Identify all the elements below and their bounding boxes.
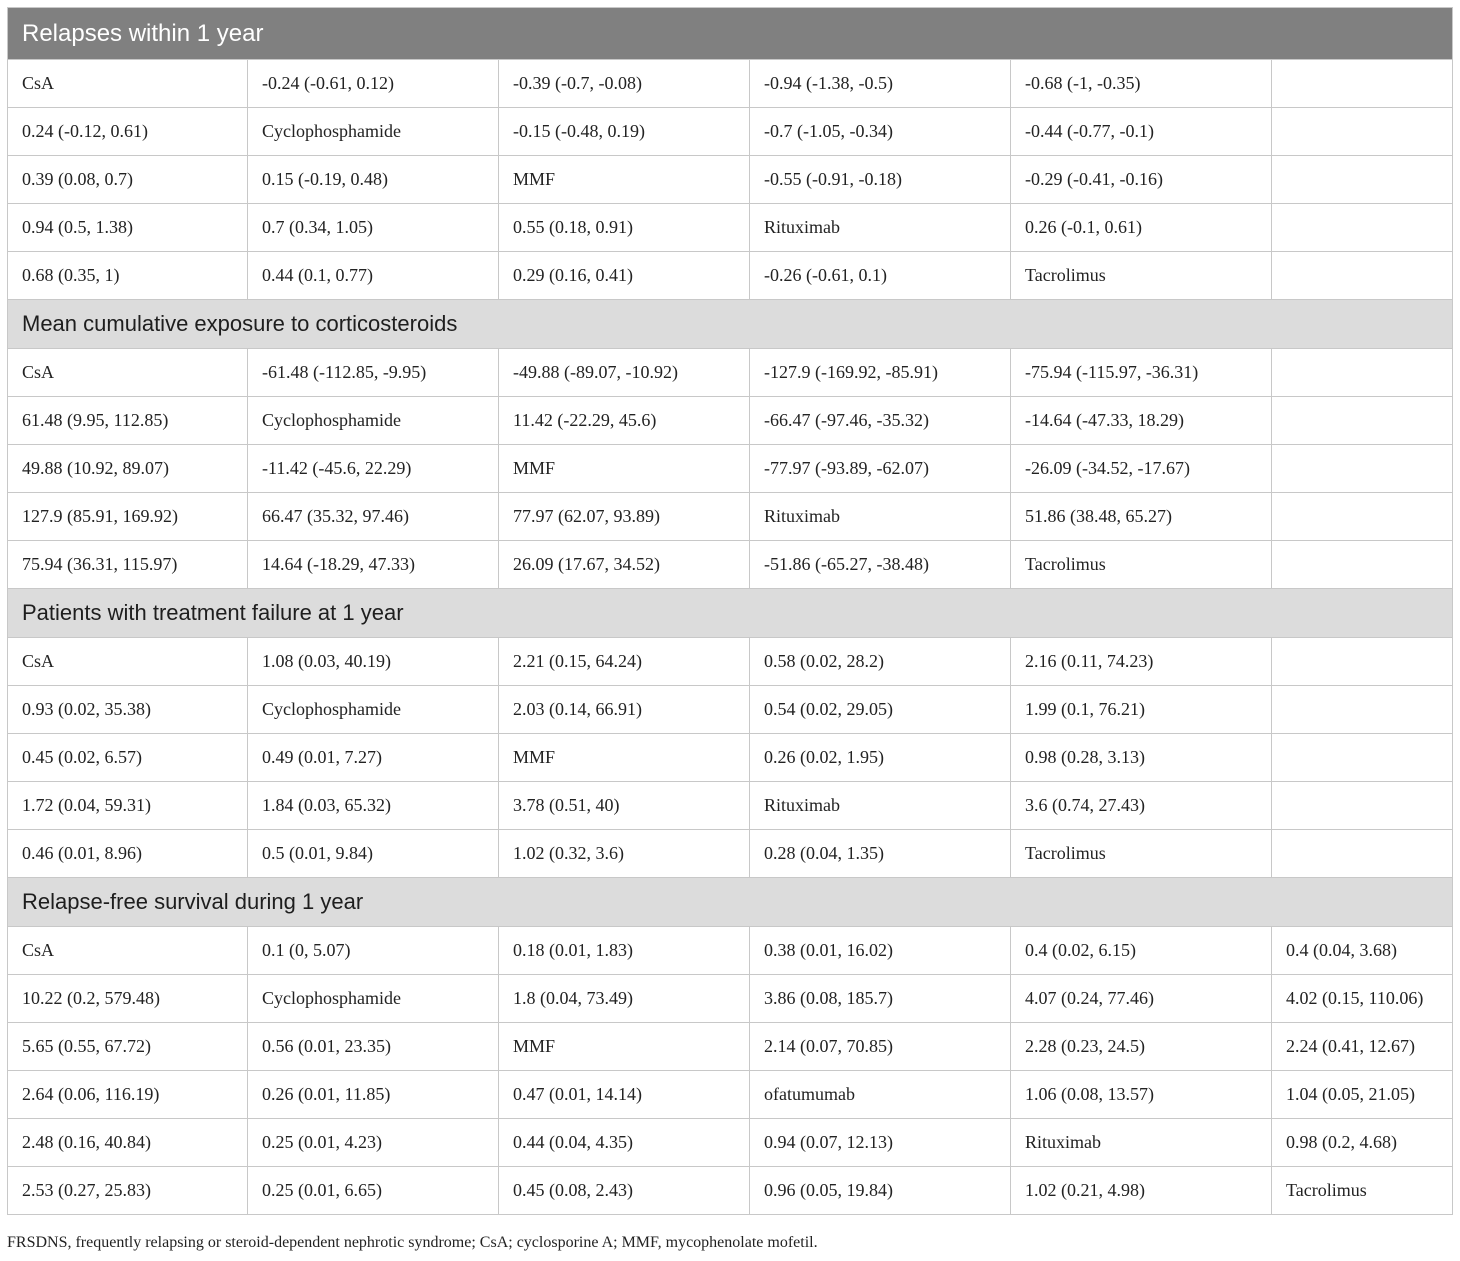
- table-cell: 2.16 (0.11, 74.23): [1011, 638, 1272, 686]
- table-cell: Tacrolimus: [1011, 252, 1272, 300]
- table-cell: 0.15 (-0.19, 0.48): [248, 156, 499, 204]
- table-cell: 127.9 (85.91, 169.92): [8, 493, 248, 541]
- table-cell: -0.68 (-1, -0.35): [1011, 60, 1272, 108]
- table-cell: 0.1 (0, 5.07): [248, 927, 499, 975]
- table-cell: MMF: [499, 734, 750, 782]
- table-cell: 61.48 (9.95, 112.85): [8, 397, 248, 445]
- table-cell: [1272, 734, 1453, 782]
- table-row: [8, 445, 1453, 493]
- table-cell: 0.26 (0.01, 11.85): [248, 1071, 499, 1119]
- table-row: [8, 686, 1453, 734]
- table-cell: -66.47 (-97.46, -35.32): [750, 397, 1011, 445]
- table-cell: 0.25 (0.01, 6.65): [248, 1167, 499, 1215]
- table-cell: Tacrolimus: [1011, 541, 1272, 589]
- table-cell: 10.22 (0.2, 579.48): [8, 975, 248, 1023]
- table-cell: [1272, 397, 1453, 445]
- table-cell: 0.44 (0.04, 4.35): [499, 1119, 750, 1167]
- section-header-row: [8, 589, 1453, 638]
- table-cell: MMF: [499, 445, 750, 493]
- table-cell: 0.26 (0.02, 1.95): [750, 734, 1011, 782]
- table-cell: -0.39 (-0.7, -0.08): [499, 60, 750, 108]
- table-cell: 0.45 (0.02, 6.57): [8, 734, 248, 782]
- table-cell: -127.9 (-169.92, -85.91): [750, 349, 1011, 397]
- table-cell: Rituximab: [750, 782, 1011, 830]
- table-cell: 1.8 (0.04, 73.49): [499, 975, 750, 1023]
- table-cell: ofatumumab: [750, 1071, 1011, 1119]
- table-cell: 0.94 (0.5, 1.38): [8, 204, 248, 252]
- table-row: [8, 60, 1453, 108]
- table-cell: Rituximab: [750, 204, 1011, 252]
- table-cell: 4.07 (0.24, 77.46): [1011, 975, 1272, 1023]
- table-cell: -26.09 (-34.52, -17.67): [1011, 445, 1272, 493]
- table-cell: 0.93 (0.02, 35.38): [8, 686, 248, 734]
- table-cell: Cyclophosphamide: [248, 108, 499, 156]
- table-cell: -61.48 (-112.85, -9.95): [248, 349, 499, 397]
- table-cell: 0.58 (0.02, 28.2): [750, 638, 1011, 686]
- table-cell: [1272, 541, 1453, 589]
- table-row: [8, 782, 1453, 830]
- section-header-row: [8, 300, 1453, 349]
- table-row: [8, 541, 1453, 589]
- table-cell: 0.98 (0.2, 4.68): [1272, 1119, 1453, 1167]
- table-cell: 11.42 (-22.29, 45.6): [499, 397, 750, 445]
- table-cell: 4.02 (0.15, 110.06): [1272, 975, 1453, 1023]
- table-cell: 75.94 (36.31, 115.97): [8, 541, 248, 589]
- table-cell: -0.7 (-1.05, -0.34): [750, 108, 1011, 156]
- table-cell: [1272, 830, 1453, 878]
- table-cell: -77.97 (-93.89, -62.07): [750, 445, 1011, 493]
- table-cell: 2.64 (0.06, 116.19): [8, 1071, 248, 1119]
- table-cell: 0.7 (0.34, 1.05): [248, 204, 499, 252]
- table-cell: 0.25 (0.01, 4.23): [248, 1119, 499, 1167]
- table-cell: 49.88 (10.92, 89.07): [8, 445, 248, 493]
- table-row: [8, 1167, 1453, 1215]
- table-cell: 2.03 (0.14, 66.91): [499, 686, 750, 734]
- table-cell: [1272, 204, 1453, 252]
- table-row: [8, 108, 1453, 156]
- table-cell: MMF: [499, 1023, 750, 1071]
- table-cell: Cyclophosphamide: [248, 397, 499, 445]
- table-cell: [1272, 445, 1453, 493]
- table-cell: 0.24 (-0.12, 0.61): [8, 108, 248, 156]
- table-cell: Cyclophosphamide: [248, 975, 499, 1023]
- section-title: Relapses within 1 year: [8, 8, 1453, 60]
- table-cell: 0.46 (0.01, 8.96): [8, 830, 248, 878]
- table-cell: [1272, 493, 1453, 541]
- table-cell: [1272, 349, 1453, 397]
- table-cell: -0.24 (-0.61, 0.12): [248, 60, 499, 108]
- table-cell: [1272, 686, 1453, 734]
- table-cell: 1.99 (0.1, 76.21): [1011, 686, 1272, 734]
- table-row: [8, 734, 1453, 782]
- table-cell: 0.26 (-0.1, 0.61): [1011, 204, 1272, 252]
- table-row: [8, 1119, 1453, 1167]
- table-row: [8, 397, 1453, 445]
- table-row: [8, 204, 1453, 252]
- table-cell: 0.49 (0.01, 7.27): [248, 734, 499, 782]
- table-cell: 5.65 (0.55, 67.72): [8, 1023, 248, 1071]
- table-cell: -0.44 (-0.77, -0.1): [1011, 108, 1272, 156]
- table-cell: [1272, 638, 1453, 686]
- table-row: [8, 975, 1453, 1023]
- table-cell: Tacrolimus: [1272, 1167, 1453, 1215]
- table-cell: 0.29 (0.16, 0.41): [499, 252, 750, 300]
- table-cell: -0.29 (-0.41, -0.16): [1011, 156, 1272, 204]
- table-cell: 0.54 (0.02, 29.05): [750, 686, 1011, 734]
- table-row: [8, 927, 1453, 975]
- table-cell: 1.02 (0.32, 3.6): [499, 830, 750, 878]
- table-cell: [1272, 252, 1453, 300]
- table-cell: -0.26 (-0.61, 0.1): [750, 252, 1011, 300]
- table-cell: 2.21 (0.15, 64.24): [499, 638, 750, 686]
- league-table: [7, 7, 1453, 1215]
- section-title: Mean cumulative exposure to corticosteroids: [8, 300, 1453, 349]
- table-cell: [1272, 782, 1453, 830]
- table-cell: 0.38 (0.01, 16.02): [750, 927, 1011, 975]
- table-cell: 1.04 (0.05, 21.05): [1272, 1071, 1453, 1119]
- table-row: [8, 156, 1453, 204]
- table-cell: Cyclophosphamide: [248, 686, 499, 734]
- section-header-row: [8, 878, 1453, 927]
- table-cell: -0.94 (-1.38, -0.5): [750, 60, 1011, 108]
- table-row: [8, 349, 1453, 397]
- table-cell: [1272, 156, 1453, 204]
- table-cell: 0.4 (0.04, 3.68): [1272, 927, 1453, 975]
- table-cell: CsA: [8, 60, 248, 108]
- section-header-row: [8, 8, 1453, 60]
- table-cell: 77.97 (62.07, 93.89): [499, 493, 750, 541]
- table-cell: [1272, 60, 1453, 108]
- table-cell: 0.28 (0.04, 1.35): [750, 830, 1011, 878]
- table-cell: 26.09 (17.67, 34.52): [499, 541, 750, 589]
- table-row: [8, 252, 1453, 300]
- table-cell: 0.47 (0.01, 14.14): [499, 1071, 750, 1119]
- table-cell: 2.53 (0.27, 25.83): [8, 1167, 248, 1215]
- table-cell: 2.28 (0.23, 24.5): [1011, 1023, 1272, 1071]
- table-row: [8, 493, 1453, 541]
- table-cell: Rituximab: [1011, 1119, 1272, 1167]
- table-cell: 51.86 (38.48, 65.27): [1011, 493, 1272, 541]
- table-cell: CsA: [8, 927, 248, 975]
- table-cell: CsA: [8, 349, 248, 397]
- table-cell: 0.39 (0.08, 0.7): [8, 156, 248, 204]
- table-cell: -14.64 (-47.33, 18.29): [1011, 397, 1272, 445]
- results-table-container: [7, 7, 1452, 1215]
- table-cell: -11.42 (-45.6, 22.29): [248, 445, 499, 493]
- table-cell: 1.72 (0.04, 59.31): [8, 782, 248, 830]
- table-cell: 1.08 (0.03, 40.19): [248, 638, 499, 686]
- table-cell: 0.4 (0.02, 6.15): [1011, 927, 1272, 975]
- section-title: Patients with treatment failure at 1 year: [8, 589, 1453, 638]
- table-cell: 0.55 (0.18, 0.91): [499, 204, 750, 252]
- table-row: [8, 830, 1453, 878]
- table-cell: Tacrolimus: [1011, 830, 1272, 878]
- table-cell: 3.6 (0.74, 27.43): [1011, 782, 1272, 830]
- table-cell: 0.18 (0.01, 1.83): [499, 927, 750, 975]
- table-cell: 14.64 (-18.29, 47.33): [248, 541, 499, 589]
- table-cell: 0.68 (0.35, 1): [8, 252, 248, 300]
- table-cell: -0.55 (-0.91, -0.18): [750, 156, 1011, 204]
- table-cell: 0.96 (0.05, 19.84): [750, 1167, 1011, 1215]
- table-row: [8, 1071, 1453, 1119]
- table-cell: 3.78 (0.51, 40): [499, 782, 750, 830]
- table-cell: -49.88 (-89.07, -10.92): [499, 349, 750, 397]
- table-cell: 2.24 (0.41, 12.67): [1272, 1023, 1453, 1071]
- table-cell: 0.56 (0.01, 23.35): [248, 1023, 499, 1071]
- table-cell: 0.44 (0.1, 0.77): [248, 252, 499, 300]
- section-title: Relapse-free survival during 1 year: [8, 878, 1453, 927]
- table-cell: 0.94 (0.07, 12.13): [750, 1119, 1011, 1167]
- table-cell: 0.98 (0.28, 3.13): [1011, 734, 1272, 782]
- table-cell: -51.86 (-65.27, -38.48): [750, 541, 1011, 589]
- table-cell: 1.84 (0.03, 65.32): [248, 782, 499, 830]
- table-row: [8, 1023, 1453, 1071]
- table-cell: 66.47 (35.32, 97.46): [248, 493, 499, 541]
- table-cell: 3.86 (0.08, 185.7): [750, 975, 1011, 1023]
- table-cell: 2.14 (0.07, 70.85): [750, 1023, 1011, 1071]
- table-cell: 0.5 (0.01, 9.84): [248, 830, 499, 878]
- table-cell: MMF: [499, 156, 750, 204]
- table-cell: -75.94 (-115.97, -36.31): [1011, 349, 1272, 397]
- table-row: [8, 638, 1453, 686]
- table-cell: 1.02 (0.21, 4.98): [1011, 1167, 1272, 1215]
- table-cell: [1272, 108, 1453, 156]
- table-cell: CsA: [8, 638, 248, 686]
- table-cell: -0.15 (-0.48, 0.19): [499, 108, 750, 156]
- table-footnote: FRSDNS, frequently relapsing or steroid-dependent nephrotic syndrome; CsA; cyclosporine A; MMF, mycophenolate mofetil.: [7, 1234, 818, 1251]
- table-cell: 1.06 (0.08, 13.57): [1011, 1071, 1272, 1119]
- table-cell: 0.45 (0.08, 2.43): [499, 1167, 750, 1215]
- table-cell: 2.48 (0.16, 40.84): [8, 1119, 248, 1167]
- table-cell: Rituximab: [750, 493, 1011, 541]
- table-body: [8, 8, 1453, 1215]
